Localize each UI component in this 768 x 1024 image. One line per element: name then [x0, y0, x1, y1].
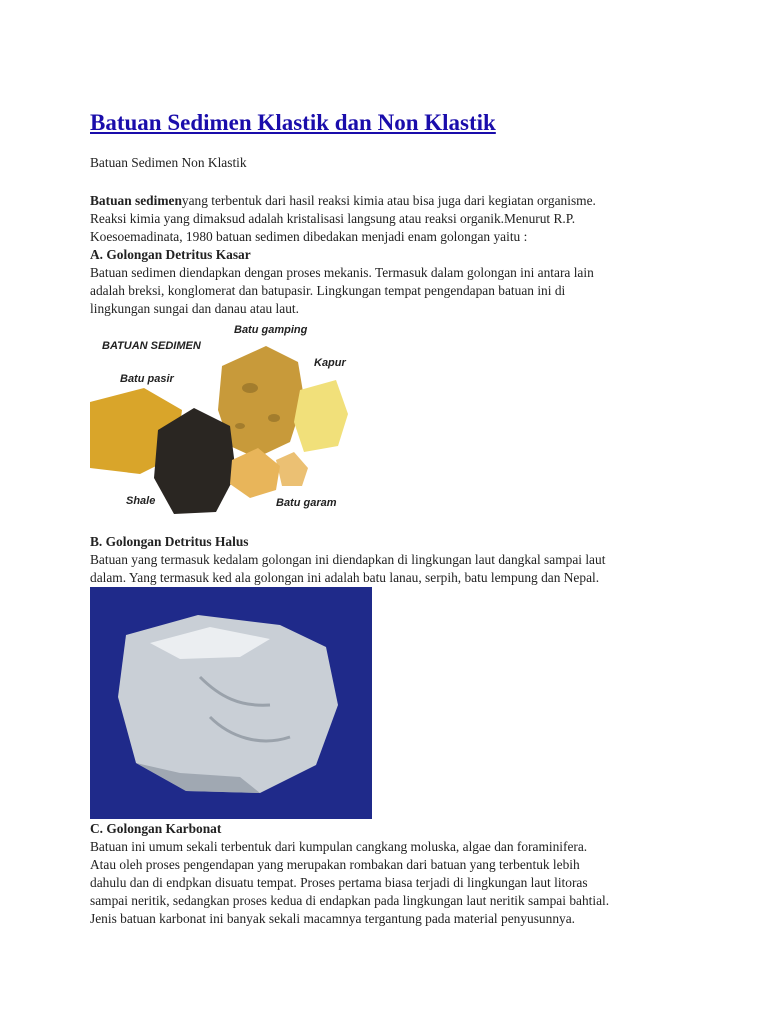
figure-title-label: BATUAN SEDIMEN: [102, 340, 201, 352]
intro-line-1: [90, 192, 690, 210]
section-a-line-1: Batuan sedimen diendapkan dengan proses mekanis. Termasuk dalam golongan ini antara lain: [90, 265, 594, 280]
label-batu-gamping: Batu gamping: [234, 324, 308, 336]
limestone-fossil-mark: [235, 423, 245, 429]
section-a-line-3: lingkungan sungai dan danau atau laut.: [90, 301, 299, 316]
intro-text-1: yang terbentuk dari hasil reaksi kimia atau bisa juga dari kegiatan organisme.: [181, 193, 596, 208]
sedimentary-rocks-illustration: [90, 318, 374, 532]
section-b-heading: B. Golongan Detritus Halus: [90, 534, 249, 549]
intro-bold-term: Batuan sedimen: [90, 193, 182, 208]
sedimentary-rocks-figure: [90, 318, 374, 532]
fine-detritus-rock-figure: [90, 587, 372, 819]
section-c-heading: C. Golongan Karbonat: [90, 821, 222, 836]
section-c-line-4: sampai neritik, sedangkan proses kedua di endapkan pada lingkungan laut neritik sampai bahtial.: [90, 893, 610, 908]
article-title-link[interactable]: Batuan Sedimen Klastik dan Non Klastik: [90, 110, 496, 135]
intro-line-2: Reaksi kimia yang dimaksud adalah kristalisasi langsung atau reaksi organik.Menurut R.P.: [90, 211, 576, 226]
claystone-photo: [90, 587, 372, 819]
intro-line-3: Koesoemadinata, 1980 batuan sedimen dibedakan menjadi enam golongan yaitu :: [90, 229, 528, 244]
section-b-line-1: Batuan yang termasuk kedalam golongan ini diendapkan di lingkungan laut dangkal sampai laut: [90, 552, 606, 567]
section-a-line-2: adalah breksi, konglomerat dan batupasir. Lingkungan tempat pengendapan batuan ini di: [90, 283, 566, 298]
article-subtitle: Batuan Sedimen Non Klastik: [90, 155, 247, 170]
section-c-line-3: dahulu dan di endpkan disuatu tempat. Proses pertama biasa terjadi di lingkungan laut litoras: [90, 875, 588, 890]
limestone-fossil-mark: [242, 383, 258, 393]
label-batu-pasir: Batu pasir: [120, 373, 174, 385]
label-kapur: Kapur: [314, 357, 346, 369]
section-c-line-5: Jenis batuan karbonat ini banyak sekali macamnya tergantung pada material penyusunnya.: [90, 911, 576, 926]
section-c-line-2: Atau oleh proses pengendapan yang merupakan rombakan dari batuan yang terbentuk lebih: [90, 857, 580, 872]
label-shale: Shale: [126, 495, 156, 507]
section-c-line-1: Batuan ini umum sekali terbentuk dari kumpulan cangkang moluska, algae dan foraminifera.: [90, 839, 588, 854]
limestone-fossil-mark: [268, 414, 280, 422]
section-b-line-2: dalam. Yang termasuk ked ala golongan ini adalah batu lanau, serpih, batu lempung dan Nepal.: [90, 570, 600, 585]
section-a-heading: A. Golongan Detritus Kasar: [90, 247, 251, 262]
label-batu-garam: Batu garam: [276, 497, 337, 509]
